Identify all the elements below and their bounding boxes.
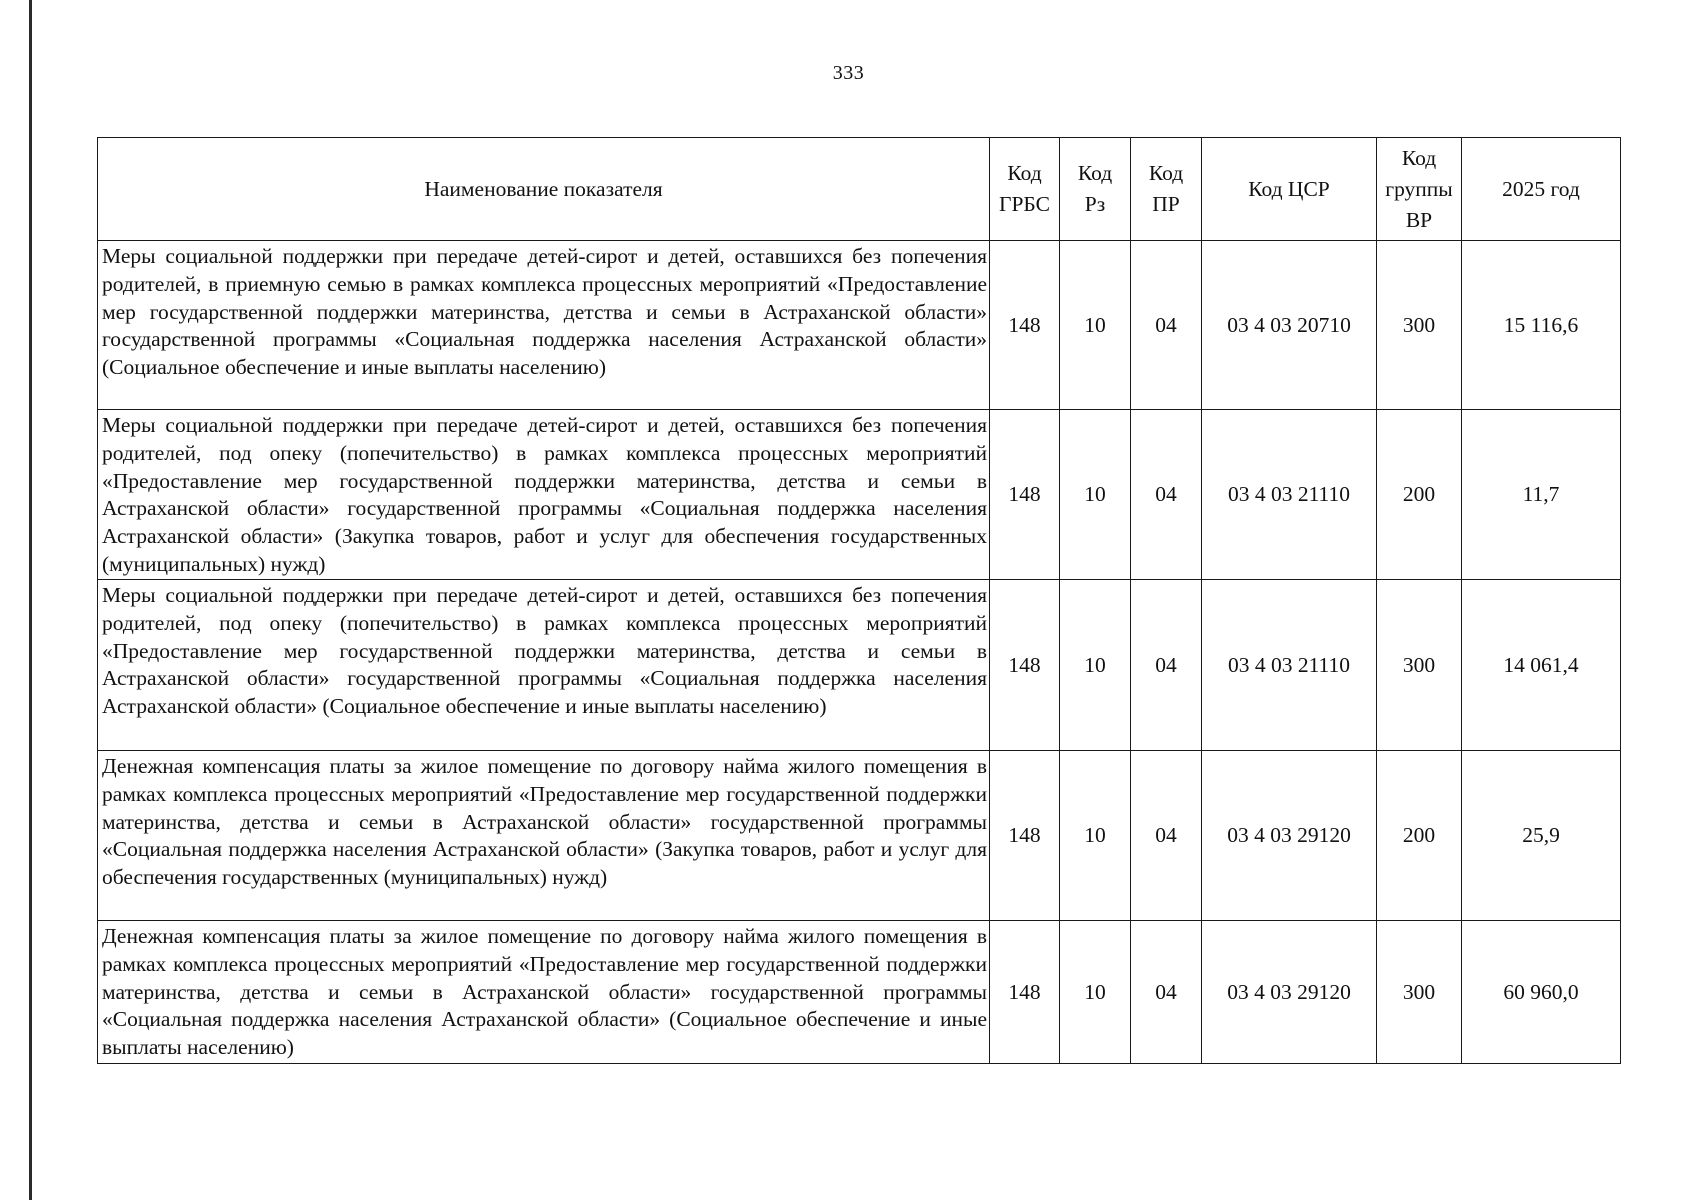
header-rz-line-2: Рз — [1084, 192, 1106, 216]
row-pr: 04 — [1131, 241, 1202, 410]
header-year — [1462, 138, 1621, 241]
row-name: Меры социальной поддержки при передаче детей-сирот и детей, оставшихся без попечения родителей, под опеку (попечительство) в рамках комплекса процессных мероприятий «Предоставление мер государственной поддержки материнства, детства и семьи в Астраханской области» государственной программы «Социальная поддержка населения Астраханской области» (Социальное обеспечение и иные выплаты населению) — [98, 580, 990, 751]
header-pr-line-1: Код — [1148, 161, 1184, 185]
row-name: Меры социальной поддержки при передаче детей-сирот и детей, оставшихся без попечения родителей, в приемную семью в рамках комплекса процессных мероприятий «Предоставление мер государственной поддержки материнства, детства и семьи в Астраханской области» государственной программы «Социальная поддержка населения Астраханской области» (Социальное обеспечение и иные выплаты населению) — [98, 241, 990, 410]
row-csr: 03 4 03 29120 — [1202, 921, 1377, 1064]
row-grbs: 148 — [990, 751, 1060, 921]
row-amount: 15 116,6 — [1462, 241, 1621, 410]
row-vr: 200 — [1377, 751, 1462, 921]
row-name: Денежная компенсация платы за жилое помещение по договору найма жилого помещения в рамках комплекса процессных мероприятий «Предоставление мер государственной поддержки материнства, детства и семьи в Астраханской области» государственной программы «Социальная поддержка населения Астраханской области» (Социальное обеспечение и иные выплаты населению) — [98, 921, 990, 1064]
table-row — [98, 921, 1621, 1064]
header-csr-label: Код ЦСР — [1248, 176, 1330, 201]
header-year-label: 2025 год — [1502, 176, 1580, 201]
table-row — [98, 241, 1621, 410]
row-name: Меры социальной поддержки при передаче детей-сирот и детей, оставшихся без попечения родителей, под опеку (попечительство) в рамках комплекса процессных мероприятий «Предоставление мер государственной поддержки материнства, детства и семьи в Астраханской области» государственной программы «Социальная поддержка населения Астраханской области» (Закупка товаров, работ и услуг для обеспечения государственных (муниципальных) нужд) — [98, 410, 990, 580]
row-rz: 10 — [1060, 751, 1131, 921]
header-grbs-line-2: ГРБС — [999, 192, 1050, 216]
binding-margin-line — [29, 0, 32, 1200]
row-name: Денежная компенсация платы за жилое помещение по договору найма жилого помещения в рамках комплекса процессных мероприятий «Предоставление мер государственной поддержки материнства, детства и семьи в Астраханской области» государственной программы «Социальная поддержка населения Астраханской области» (Закупка товаров, работ и услуг для обеспечения государственных (муниципальных) нужд) — [98, 751, 990, 921]
header-grbs — [990, 138, 1060, 241]
page-number: 333 — [832, 62, 865, 84]
row-rz: 10 — [1060, 241, 1131, 410]
row-grbs: 148 — [990, 410, 1060, 580]
header-rz — [1060, 138, 1131, 241]
row-vr: 300 — [1377, 921, 1462, 1064]
header-pr-line-2: ПР — [1152, 192, 1180, 216]
table-row — [98, 580, 1621, 751]
row-amount: 60 960,0 — [1462, 921, 1621, 1064]
header-vr-line-1: Код — [1401, 145, 1437, 170]
row-grbs: 148 — [990, 241, 1060, 410]
row-grbs: 148 — [990, 580, 1060, 751]
row-rz: 10 — [1060, 921, 1131, 1064]
row-vr: 200 — [1377, 410, 1462, 580]
row-pr: 04 — [1131, 580, 1202, 751]
header-vr-line-2: группы — [1385, 176, 1453, 201]
row-csr: 03 4 03 21110 — [1202, 580, 1377, 751]
header-name-label: Наименование показателя — [424, 176, 663, 201]
row-csr: 03 4 03 21110 — [1202, 410, 1377, 580]
row-rz: 10 — [1060, 410, 1131, 580]
header-name — [98, 138, 990, 241]
header-vr — [1377, 138, 1462, 241]
row-csr: 03 4 03 20710 — [1202, 241, 1377, 410]
row-pr: 04 — [1131, 751, 1202, 921]
row-amount: 25,9 — [1462, 751, 1621, 921]
row-pr: 04 — [1131, 921, 1202, 1064]
row-rz: 10 — [1060, 580, 1131, 751]
table-row — [98, 751, 1621, 921]
table-row — [98, 410, 1621, 580]
table-header-row — [98, 138, 1621, 241]
header-grbs-line-1: Код — [1007, 161, 1042, 185]
budget-table — [97, 137, 1621, 1064]
header-csr — [1202, 138, 1377, 241]
header-pr — [1131, 138, 1202, 241]
header-vr-line-3: ВР — [1405, 207, 1433, 232]
row-pr: 04 — [1131, 410, 1202, 580]
row-csr: 03 4 03 29120 — [1202, 751, 1377, 921]
header-rz-line-1: Код — [1077, 161, 1113, 185]
row-grbs: 148 — [990, 921, 1060, 1064]
row-vr: 300 — [1377, 580, 1462, 751]
row-amount: 14 061,4 — [1462, 580, 1621, 751]
row-vr: 300 — [1377, 241, 1462, 410]
row-amount: 11,7 — [1462, 410, 1621, 580]
